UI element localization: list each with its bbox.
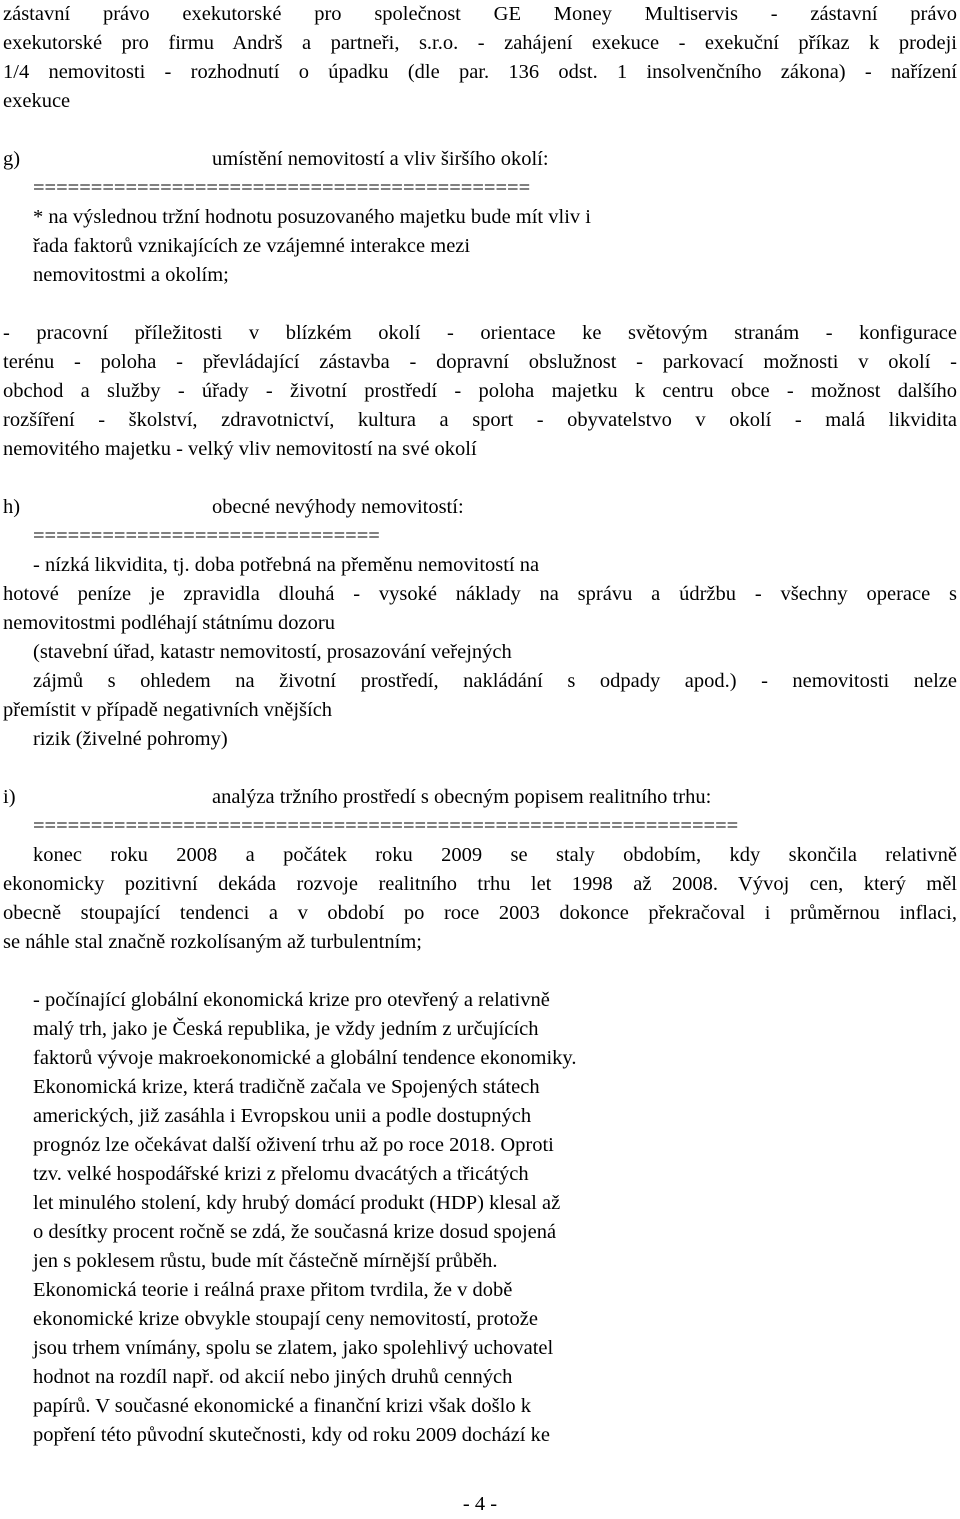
section-g-body-line: - pracovní příležitosti v blízkém okolí - orientace ke světovým stranám - konfigurace xyxy=(3,322,957,344)
section-i-body-line: konec roku 2008 a počátek roku 2009 se staly obdobím, kdy skončila relativně xyxy=(33,844,957,866)
section-h-body-line: zájmů s ohledem na životní prostředí, nakládání s odpady apod.) - nemovitosti nelze xyxy=(33,670,957,692)
section-h-title: obecné nevýhody nemovitostí: xyxy=(212,496,464,518)
crisis-line: popření této původní skutečnosti, kdy od roku 2009 dochází ke xyxy=(33,1424,550,1446)
crisis-line: Ekonomická teorie i reálná praxe přitom tvrdila, že v době xyxy=(33,1279,513,1301)
section-i-body-line: ekonomicky pozitivní dekáda rozvoje realitního trhu let 1998 až 2008. Vývoj cen, který měl xyxy=(3,873,957,895)
section-i-label: i) xyxy=(3,786,16,808)
section-i-body-line: obecně stoupající tendenci a v období po roce 2003 dokonce překračoval i průměrnou inflaci, xyxy=(3,902,957,924)
section-i-title: analýza tržního prostředí s obecným popisem realitního trhu: xyxy=(212,786,712,808)
section-h-body-line: hotové peníze je zpravidla dlouhá - vysoké náklady na správu a údržbu - všechny operace s xyxy=(3,583,957,605)
section-h-body-line: rizik (živelné pohromy) xyxy=(33,728,228,750)
crisis-line: - počínající globální ekonomická krize pro otevřený a relativně xyxy=(33,989,550,1011)
crisis-line: amerických, již zasáhla i Evropskou unii a podle dostupných xyxy=(33,1105,532,1127)
section-h-body-line: nemovitostmi podléhají státnímu dozoru xyxy=(3,612,335,634)
section-g-lead-line: řada faktorů vznikajících ze vzájemné interakce mezi xyxy=(33,235,471,257)
intro-line: 1/4 nemovitosti - rozhodnutí o úpadku (dle par. 136 odst. 1 insolvenčního zákona) - nařízení xyxy=(3,61,957,83)
section-g-rule: =========================================== xyxy=(33,177,531,199)
intro-line: zástavní právo exekutorské pro společnost GE Money Multiservis - zástavní právo xyxy=(3,3,957,25)
section-h-body-line: - nízká likvidita, tj. doba potřebná na přeměnu nemovitostí na xyxy=(33,554,540,576)
section-g-body-line: obchod a služby - úřady - životní prostředí - poloha majetku k centru obce - možnost dalšího xyxy=(3,380,957,402)
section-h-rule: ============================== xyxy=(33,525,380,547)
crisis-line: ekonomické krize obvykle stoupají ceny nemovitostí, protože xyxy=(33,1308,538,1330)
section-g-label: g) xyxy=(3,148,21,170)
crisis-line: let minulého stolení, kdy hrubý domácí produkt (HDP) klesal až xyxy=(33,1192,561,1214)
section-g-title: umístění nemovitostí a vliv širšího okolí: xyxy=(212,148,549,170)
section-g-body-line: terénu - poloha - převládající zástavba - dopravní obslužnost - parkovací možnosti v okolí - xyxy=(3,351,957,373)
crisis-line: malý trh, jako je Česká republika, je vždy jedním z určujících xyxy=(33,1018,539,1040)
crisis-line: jsou trhem vnímány, spolu se zlatem, jako spolehlivý uchovatel xyxy=(33,1337,554,1359)
section-i-body-line: se náhle stal značně rozkolísaným až turbulentním; xyxy=(3,931,422,953)
section-g-body-line: rozšíření - školství, zdravotnictví, kultura a sport - obyvatelstvo v okolí - malá likvidita xyxy=(3,409,957,431)
crisis-line: faktorů vývoje makroekonomické a globální tendence ekonomiky. xyxy=(33,1047,577,1069)
section-h-body-line: (stavební úřad, katastr nemovitostí, prosazování veřejných xyxy=(33,641,512,663)
crisis-line: prognóz lze očekávat další oživení trhu až po roce 2018. Oproti xyxy=(33,1134,554,1156)
intro-line: exekutorské pro firmu Andrš a partneři, s.r.o. - zahájení exekuce - exekuční příkaz k prodeji xyxy=(3,32,957,54)
section-g-lead-line: nemovitostmi a okolím; xyxy=(33,264,229,286)
page-number: - 4 - xyxy=(462,1493,498,1515)
crisis-line: jen s poklesem růstu, bude mít částečně mírnější průběh. xyxy=(33,1250,498,1272)
section-h-label: h) xyxy=(3,496,21,518)
crisis-line: o desítky procent ročně se zdá, že současná krize dosud spojená xyxy=(33,1221,557,1243)
section-h-body-line: přemístit v případě negativních vnějších xyxy=(3,699,333,721)
crisis-line: tzv. velké hospodářské krizi z přelomu dvacátých a třicátých xyxy=(33,1163,529,1185)
crisis-line: Ekonomická krize, která tradičně začala ve Spojených státech xyxy=(33,1076,540,1098)
section-g-lead-line: * na výslednou tržní hodnotu posuzovaného majetku bude mít vliv i xyxy=(33,206,591,228)
section-i-rule: ============================================================= xyxy=(33,815,739,837)
crisis-line: hodnot na rozdíl např. od akcií nebo jiných druhů cenných xyxy=(33,1366,513,1388)
crisis-line: papírů. V současné ekonomické a finanční krizi však došlo k xyxy=(33,1395,531,1417)
intro-line: exekuce xyxy=(3,90,71,112)
section-g-body-line: nemovitého majetku - velký vliv nemovitostí na své okolí xyxy=(3,438,477,460)
